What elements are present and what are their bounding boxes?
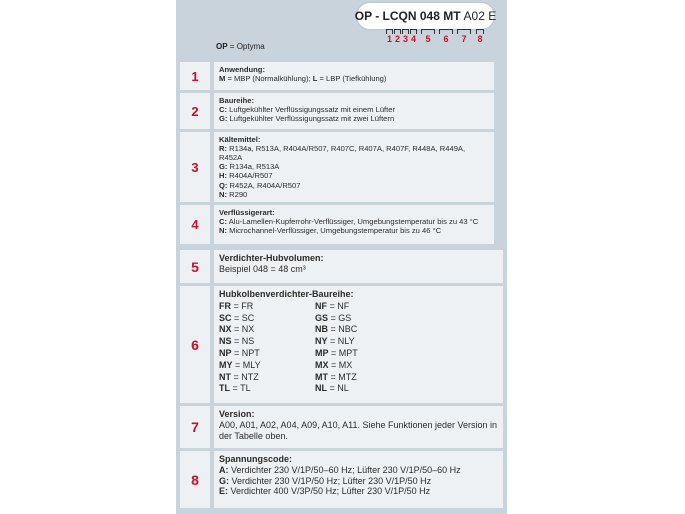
series-item: NX = NX xyxy=(219,324,255,335)
section-line: Q: R452A, R404A/R507 xyxy=(219,180,301,190)
model-code-box xyxy=(354,3,497,29)
series-item: MX = MX xyxy=(315,359,353,370)
section-line: C: Luftgekühlter Verflüssigungssatz mit einem Lüfter xyxy=(219,105,396,115)
series-item: NS = NS xyxy=(219,336,255,347)
section-title: Baureihe: xyxy=(219,96,255,105)
section-line: N: R290 xyxy=(219,189,248,199)
section-line: G: Luftgekühlter Verflüssigungssatz mit zwei Lüftern xyxy=(219,114,395,124)
series-item: SC = SC xyxy=(219,312,255,323)
section-number: 6 xyxy=(180,286,210,403)
tick-4: 4 xyxy=(410,29,417,44)
section-line: G: R134a, R513A xyxy=(219,162,280,172)
section-4 xyxy=(180,205,494,244)
tick-8: 8 xyxy=(476,29,484,44)
section-line: H: R404A/R507 xyxy=(219,171,273,181)
section-content xyxy=(214,451,503,508)
section-number: 1 xyxy=(180,62,210,90)
section-title: Version: xyxy=(219,409,255,419)
series-item: GS = GS xyxy=(315,312,352,323)
section-content xyxy=(214,132,494,202)
section-content xyxy=(214,205,494,244)
section-number: 8 xyxy=(180,451,210,508)
section-8 xyxy=(180,451,503,508)
tick-6: 6 xyxy=(439,29,453,44)
series-item: NF = NF xyxy=(315,300,350,311)
section-1 xyxy=(180,62,494,90)
series-item: TL = TL xyxy=(219,383,251,394)
optyma-note: OP = Optyma xyxy=(216,42,265,51)
series-item: NY = NLY xyxy=(315,336,355,347)
section-number: 3 xyxy=(180,132,210,202)
section-number: 2 xyxy=(180,93,210,129)
section-7 xyxy=(180,406,503,448)
section-line: E: Verdichter 400 V/3P/50 Hz; Lüfter 230 V/1P/50 Hz xyxy=(219,486,431,497)
section-title: Kältemittel: xyxy=(219,135,261,144)
model-code-version: A02 E xyxy=(463,9,497,23)
series-item: MT = MTZ xyxy=(315,371,357,382)
section-title: Verdichter-Hubvolumen: xyxy=(219,253,324,263)
tick-3: 3 xyxy=(402,29,409,44)
tick-1: 1 xyxy=(386,29,393,44)
section-content xyxy=(214,250,503,283)
section-number: 7 xyxy=(180,406,210,448)
section-line: G: Verdichter 230 V/1P/50 Hz; Lüfter 230 V/1P/50 Hz xyxy=(219,475,432,486)
series-item: NL = NL xyxy=(315,383,349,394)
series-item: NT = NTZ xyxy=(219,371,259,382)
section-5 xyxy=(180,250,503,283)
section-number: 5 xyxy=(180,250,210,283)
series-list xyxy=(219,301,498,394)
section-line: M = MBP (Normalkühlung); L = LBP (Tiefkühlung) xyxy=(219,74,387,84)
section-line: N: Microchannel-Verflüssiger, Umgebungstemperatur bis zu 46 °C xyxy=(219,226,442,236)
series-item: MY = MLY xyxy=(219,359,261,370)
section-number: 4 xyxy=(180,205,210,244)
section-title: Verflüssigerart: xyxy=(219,208,275,217)
section-title: Spannungscode: xyxy=(219,454,293,464)
section-line: A: Verdichter 230 V/1P/50–60 Hz; Lüfter 230 V/1P/50–60 Hz xyxy=(219,464,461,475)
section-line: R: R134a, R513A, R404A/R507, R407C, R407A, R407F, R448A, R449A, R452A xyxy=(219,144,466,163)
series-item: NB = NBC xyxy=(315,324,358,335)
section-line: A00, A01, A02, A04, A09, A10, A11. Siehe Funktionen jeder Version in der Tabelle oben. xyxy=(219,419,498,441)
series-item: NP = NPT xyxy=(219,347,260,358)
tick-2: 2 xyxy=(394,29,401,44)
series-item: FR = FR xyxy=(219,300,254,311)
tick-5: 5 xyxy=(421,29,435,44)
section-content xyxy=(214,62,494,90)
section-6 xyxy=(180,286,503,403)
section-line: Beispiel 048 = 48 cm³ xyxy=(219,263,306,274)
section-title: Anwendung: xyxy=(219,65,265,74)
tick-7: 7 xyxy=(457,29,471,44)
section-2 xyxy=(180,93,494,129)
code-position-markers xyxy=(386,29,496,49)
series-item: MP = MPT xyxy=(315,347,358,358)
section-line: C: Alu-Lamellen-Kupferrohr-Verflüssiger, Umgebungstemperatur bis zu 43 °C xyxy=(219,217,479,227)
section-title: Hubkolbenverdichter-Baureihe: xyxy=(219,289,354,299)
section-content xyxy=(214,406,503,448)
model-code: OP - LCQN 048 MT xyxy=(354,9,461,23)
section-content xyxy=(214,286,503,403)
section-content xyxy=(214,93,494,129)
section-3 xyxy=(180,132,494,202)
